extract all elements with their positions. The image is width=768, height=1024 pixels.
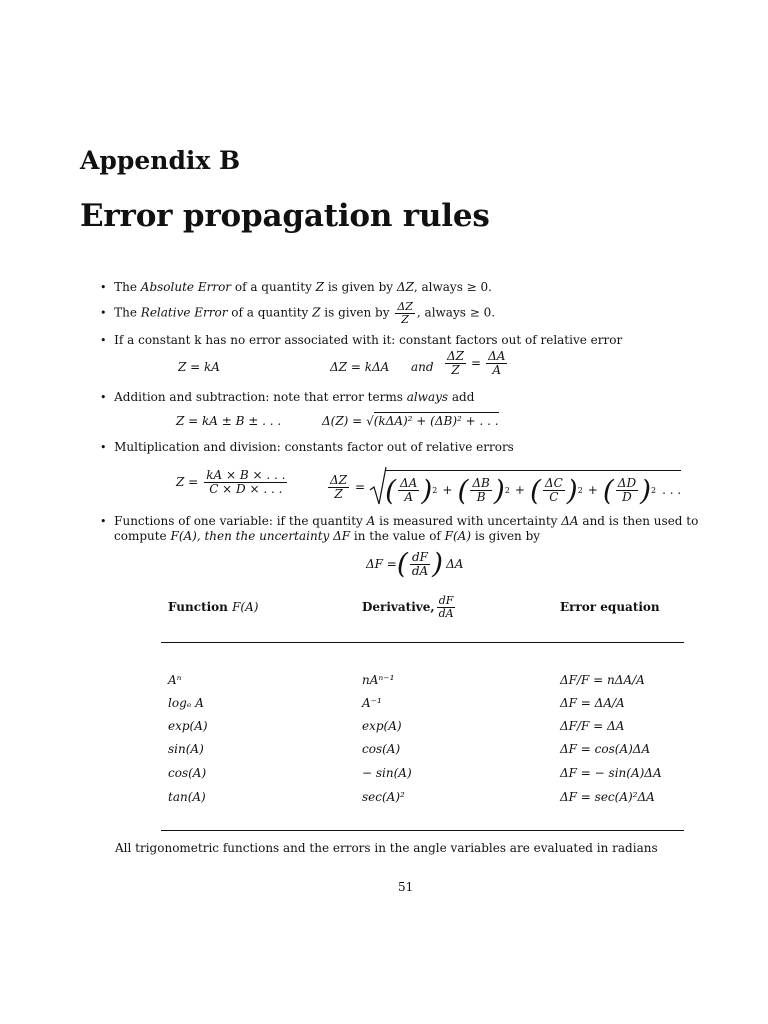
- fraction-denominator: dA: [411, 563, 429, 578]
- plus-sign: +: [514, 483, 525, 497]
- fraction-denominator: Z: [451, 362, 460, 377]
- squared-term: ( $\frac{\Delta D}{D}$ ) 2: [602, 473, 657, 507]
- radicand: (kΔA)² + (ΔB)² + . . .: [373, 414, 499, 428]
- ellipsis: . . .: [662, 483, 682, 497]
- table-bottom-rule: [161, 830, 684, 831]
- plus-sign: +: [587, 483, 598, 497]
- table-cell-derivative: cos(A): [362, 742, 401, 756]
- var: A: [366, 514, 376, 528]
- squared-term: ( $\frac{\Delta B}{B}$ ) 2: [457, 473, 510, 507]
- emphasis: Absolute Error: [140, 280, 232, 294]
- fraction-denominator: A: [404, 490, 414, 504]
- text: of a quantity: [231, 280, 316, 294]
- table-cell-error: ΔF = cos(A)ΔA: [560, 742, 651, 756]
- text: The: [114, 280, 141, 294]
- right-paren: ): [493, 473, 505, 507]
- emphasis: Relative Error: [140, 305, 228, 320]
- equation-mul-right: [326, 466, 681, 508]
- fraction-denominator: dA: [438, 606, 454, 620]
- left-paren: (: [457, 473, 469, 507]
- table-cell-function: logₑ A: [168, 696, 204, 710]
- fraction-numerator: ΔD: [617, 476, 637, 491]
- right-paren: ): [421, 473, 433, 507]
- text: in the value of: [350, 529, 445, 543]
- var: ΔF: [333, 529, 351, 543]
- left-paren: (: [385, 473, 397, 507]
- table-top-rule: [161, 642, 684, 643]
- fraction-numerator: ΔZ: [397, 300, 413, 313]
- right-paren: ): [432, 547, 444, 580]
- fraction-denominator: D: [622, 490, 632, 504]
- table-cell-derivative: exp(A): [362, 719, 402, 733]
- table-cell-function: tan(A): [168, 790, 206, 804]
- fraction-denominator: Z: [334, 486, 343, 501]
- fraction-denominator: C × D × . . .: [209, 481, 283, 496]
- left-paren: (: [602, 473, 614, 507]
- fraction-numerator: ΔA: [400, 476, 418, 491]
- bullet-functions-line2: [114, 529, 540, 544]
- fraction-numerator: ΔB: [472, 476, 490, 491]
- bullet-icon: •: [100, 306, 107, 320]
- fraction: [470, 477, 491, 503]
- fraction-numerator: kA × B × . . .: [206, 468, 286, 482]
- equation-lhs: Δ(Z) =: [322, 414, 367, 428]
- fraction-denominator: Z: [401, 312, 409, 326]
- equation-function-rule: [366, 547, 464, 580]
- var: ΔA: [561, 514, 579, 528]
- table-cell-derivative: sec(A)²: [362, 790, 405, 804]
- text: compute: [114, 529, 171, 543]
- fraction-numerator: ΔA: [488, 349, 506, 363]
- left-paren: (: [396, 547, 408, 580]
- header-label: Function: [168, 600, 233, 614]
- plus-sign: +: [442, 483, 453, 497]
- page-number: 51: [398, 880, 414, 894]
- table-cell-function: sin(A): [168, 742, 204, 756]
- fraction: [398, 477, 419, 503]
- table-cell-function: exp(A): [168, 719, 208, 733]
- fraction: [543, 477, 565, 503]
- table-header-error: Error equation: [560, 600, 660, 614]
- bullet-icon: •: [100, 334, 107, 347]
- fraction: [328, 474, 349, 500]
- fraction-numerator: ΔZ: [447, 349, 465, 363]
- equation-rhs: ΔA: [446, 556, 464, 571]
- fraction: [437, 595, 456, 619]
- fraction-numerator: ΔZ: [330, 472, 348, 487]
- table-cell-error: ΔF = ΔA/A: [560, 696, 625, 710]
- bullet-relative-error: [100, 301, 495, 325]
- header-label: Derivative,: [362, 600, 435, 615]
- table-cell-derivative: A⁻¹: [362, 696, 382, 710]
- var: F: [170, 529, 179, 543]
- sqrt-icon: √: [366, 414, 374, 428]
- equation-add-right: [322, 414, 499, 429]
- table-cell-function: cos(A): [168, 766, 207, 780]
- table-cell-error: ΔF/F = nΔA/A: [560, 673, 645, 687]
- table-cell-error: ΔF = sec(A)²ΔA: [560, 790, 655, 804]
- var: Z: [315, 280, 325, 294]
- text: Functions of one variable: if the quantity: [114, 514, 367, 528]
- equation-add-left: Z = kA ± B ± . . .: [176, 414, 282, 428]
- equation-const-and: and: [411, 360, 434, 374]
- radicand: [385, 470, 681, 505]
- equation-mul-left: Z = $\frac{kA \times B \times . . .}{C \times D \times . . .}$: [176, 468, 286, 496]
- appendix-label: Appendix B: [80, 146, 241, 175]
- text: , always ≥ 0.: [413, 280, 492, 294]
- bullet-constant-factor: [100, 333, 622, 348]
- var: Z: [312, 305, 321, 320]
- table-cell-derivative: − sin(A): [362, 766, 412, 780]
- text: is given by: [471, 529, 541, 543]
- squared-term: ( $\frac{\Delta C}{C}$ ) 2: [529, 473, 583, 507]
- right-paren: ): [566, 473, 578, 507]
- equation-const-left: Z = kA: [178, 360, 220, 374]
- table-header-function: [168, 600, 258, 614]
- footnote: All trigonometric functions and the errors in the angle variables are evaluated in radians: [115, 841, 658, 855]
- var: ΔZ: [396, 280, 414, 294]
- fraction-numerator: ΔC: [544, 476, 563, 491]
- text: Addition and subtraction: note that error terms: [114, 390, 407, 404]
- text: The: [114, 305, 141, 320]
- text: of a quantity: [227, 305, 313, 320]
- table-cell-function: Aⁿ: [168, 673, 182, 687]
- table-cell-derivative: nAⁿ⁻¹: [362, 673, 395, 687]
- bullet-icon: •: [100, 281, 107, 294]
- equation-const-mid: ΔZ = kΔA: [330, 360, 390, 374]
- table-cell-error: ΔF/F = ΔA: [560, 719, 625, 733]
- text: is measured with uncertainty: [375, 514, 562, 528]
- text: , always ≥ 0.: [416, 305, 496, 320]
- text: add: [448, 390, 475, 404]
- text: If a constant k has no error associated with it: constant factors out of relative error: [114, 333, 623, 347]
- fraction-denominator: B: [476, 490, 486, 504]
- bullet-absolute-error: [100, 280, 492, 295]
- squared-term: ( $\frac{\Delta A}{A}$ ) 2: [385, 473, 438, 507]
- bullet-multiplication: [100, 440, 514, 455]
- fraction-numerator: dF: [411, 549, 428, 564]
- fraction-denominator: C: [549, 490, 559, 504]
- bullet-addition: [100, 390, 474, 405]
- equals-sign: =: [355, 479, 366, 494]
- equation-lhs: ΔF =: [366, 556, 397, 571]
- var: F(A): [444, 529, 472, 543]
- text: Multiplication and division: constants factor out of relative errors: [114, 440, 514, 454]
- fraction: [616, 477, 638, 503]
- chapter-title: Error propagation rules: [80, 198, 490, 234]
- text: and is then used to: [578, 514, 699, 528]
- fraction: [486, 350, 507, 376]
- relative-error-fraction: [395, 301, 415, 325]
- bullet-icon: •: [100, 441, 107, 454]
- fraction: [204, 469, 287, 495]
- table-header-derivative: [362, 595, 458, 619]
- fraction-numerator: dF: [438, 594, 454, 607]
- text: is given by: [320, 305, 394, 320]
- left-paren: (: [529, 473, 541, 507]
- table-cell-error: ΔF = − sin(A)ΔA: [560, 766, 662, 780]
- equation-const-fractions: [443, 350, 509, 376]
- header-var: F(A): [232, 600, 259, 614]
- fraction: [410, 551, 430, 577]
- text: (A), then the uncertainty: [178, 529, 334, 543]
- equals-sign: =: [471, 355, 482, 370]
- emphasis: always: [406, 390, 449, 404]
- right-paren: ): [640, 473, 652, 507]
- fraction: [445, 350, 466, 376]
- bullet-icon: •: [100, 515, 107, 528]
- fraction-denominator: A: [492, 362, 502, 377]
- bullet-functions: [100, 514, 698, 529]
- bullet-icon: •: [100, 391, 107, 404]
- text: is given by: [324, 280, 397, 294]
